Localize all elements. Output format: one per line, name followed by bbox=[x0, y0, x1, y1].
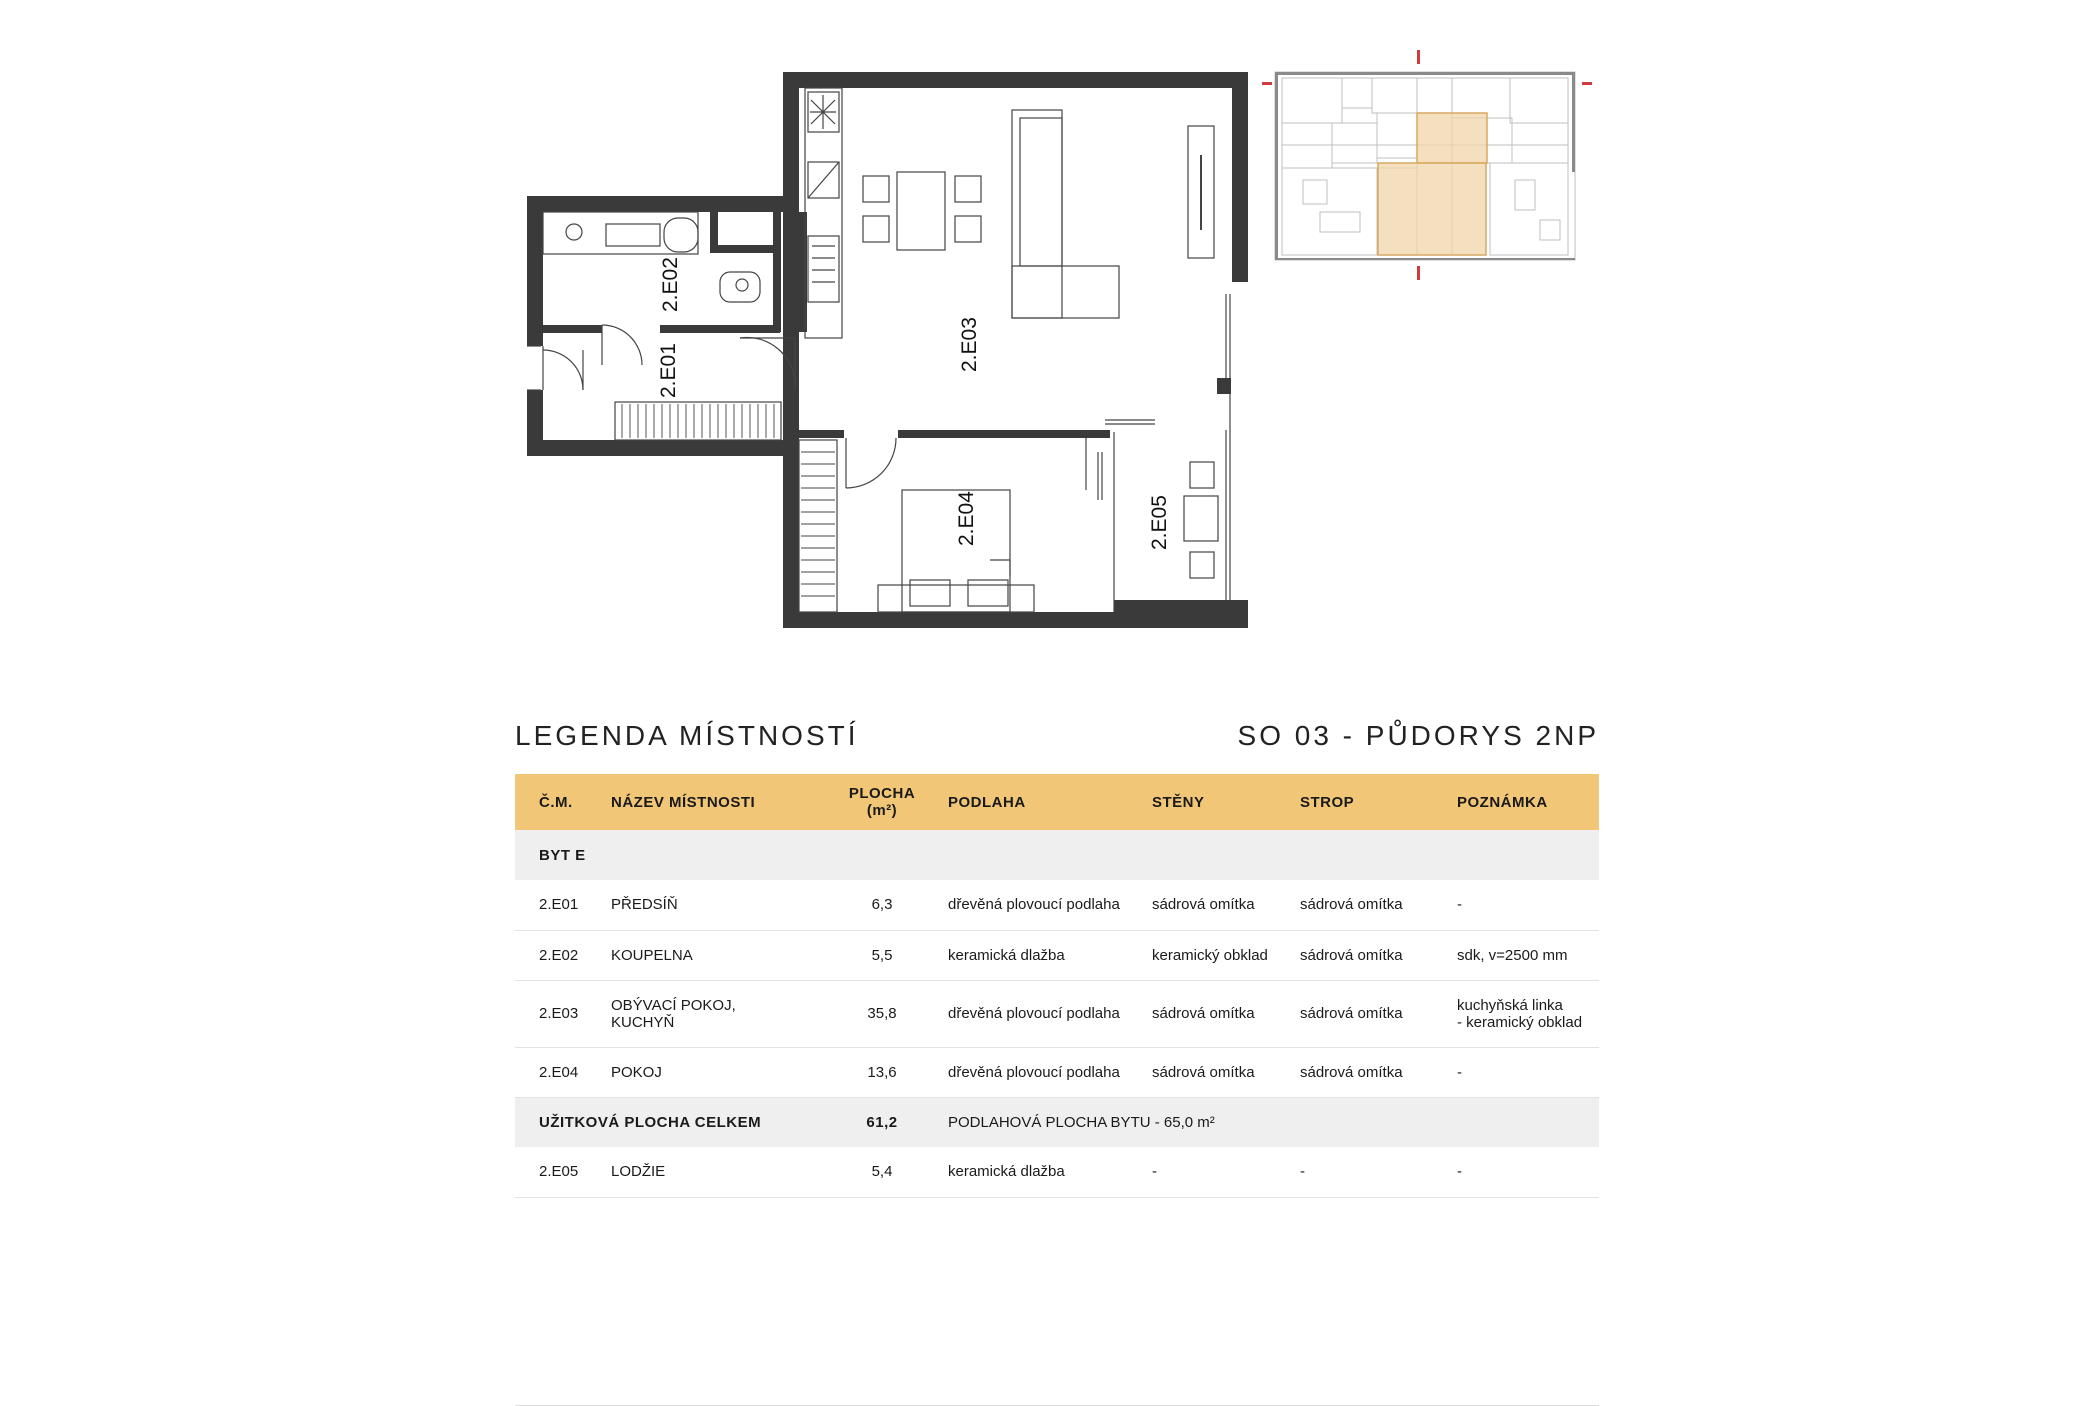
cell-area: 13,6 bbox=[867, 1063, 897, 1081]
room-label-2e02: 2.E02 bbox=[659, 257, 682, 312]
group-row bbox=[515, 830, 1599, 880]
header-name: NÁZEV MÍSTNOSTI bbox=[611, 793, 756, 811]
table-header bbox=[515, 774, 1599, 830]
cell-note: sdk, v=2500 mm bbox=[1457, 946, 1568, 964]
cell-floor: dřevěná plovoucí podlaha bbox=[948, 896, 1120, 914]
cell-ceiling: - bbox=[1300, 1163, 1305, 1181]
plan-fixtures bbox=[527, 88, 1230, 612]
room-label-2e01: 2.E01 bbox=[657, 343, 680, 398]
cell-name: LODŽIE bbox=[611, 1163, 666, 1181]
section-title: SO 03 - PŮDORYS 2NP bbox=[1237, 720, 1599, 751]
cell-ceiling: sádrová omítka bbox=[1300, 1005, 1403, 1022]
cell-num: 2.E01 bbox=[539, 896, 579, 914]
key-plan-highlight bbox=[1378, 113, 1487, 255]
cell-floor: keramická dlažba bbox=[948, 946, 1065, 964]
rooms-table bbox=[515, 774, 1599, 1198]
cell-area: 6,3 bbox=[871, 896, 893, 914]
table-row bbox=[515, 1147, 1599, 1197]
table-row bbox=[515, 880, 1599, 930]
room-label-2e04: 2.E04 bbox=[955, 491, 978, 546]
cell-num: 2.E04 bbox=[539, 1063, 579, 1081]
cell-walls: sádrová omítka bbox=[1152, 1063, 1255, 1081]
cell-note: - bbox=[1457, 1063, 1462, 1081]
total-row bbox=[515, 1097, 1599, 1147]
room-label-2e05: 2.E05 bbox=[1148, 495, 1171, 550]
total-area: 61,2 bbox=[866, 1113, 898, 1131]
cell-walls: sádrová omítka bbox=[1152, 896, 1255, 914]
cell-num: 2.E05 bbox=[539, 1163, 579, 1181]
cell-floor: dřevěná plovoucí podlaha bbox=[948, 1005, 1120, 1022]
header-ceiling: STROP bbox=[1300, 793, 1355, 811]
cell-note bbox=[1457, 980, 1599, 1047]
plan-walls bbox=[527, 72, 1248, 628]
cell-area: 5,4 bbox=[871, 1163, 893, 1181]
total-label: UŽITKOVÁ PLOCHA CELKEM bbox=[539, 1113, 762, 1131]
cell-name: POKOJ bbox=[611, 1063, 662, 1081]
cell-note: - bbox=[1457, 896, 1462, 914]
cell-floor: dřevěná plovoucí podlaha bbox=[948, 1063, 1120, 1081]
legend-title: LEGENDA MÍSTNOSTÍ bbox=[515, 720, 859, 751]
cell-walls: keramický obklad bbox=[1152, 946, 1268, 964]
cell-name: OBÝVACÍ POKOJ, KUCHYŇ bbox=[611, 996, 736, 1031]
header-num: Č.M. bbox=[539, 793, 573, 811]
cell-area: 5,5 bbox=[871, 946, 893, 964]
cell-ceiling: sádrová omítka bbox=[1300, 946, 1403, 964]
room-labels bbox=[657, 257, 1171, 550]
header-area-line2: (m²) bbox=[866, 802, 898, 819]
cell-note-line2: - keramický obklad bbox=[1457, 1013, 1583, 1031]
header-area bbox=[826, 774, 938, 830]
cell-note: - bbox=[1457, 1163, 1462, 1181]
cell-num: 2.E02 bbox=[539, 946, 579, 964]
table-row bbox=[515, 980, 1599, 1047]
room-label-2e03: 2.E03 bbox=[958, 317, 981, 372]
table-row bbox=[515, 1047, 1599, 1097]
cell-walls: sádrová omítka bbox=[1152, 1005, 1255, 1022]
header-area-line1: PLOCHA bbox=[848, 785, 916, 802]
group-label: BYT E bbox=[539, 846, 586, 864]
table-row bbox=[515, 930, 1599, 980]
cell-walls: - bbox=[1152, 1163, 1157, 1181]
cell-num: 2.E03 bbox=[539, 1005, 579, 1022]
header-walls: STĚNY bbox=[1152, 793, 1205, 811]
cell-ceiling: sádrová omítka bbox=[1300, 896, 1403, 914]
cell-floor: keramická dlažba bbox=[948, 1163, 1065, 1181]
cell-name: PŘEDSÍŇ bbox=[611, 896, 678, 914]
total-note: PODLAHOVÁ PLOCHA BYTU - 65,0 m² bbox=[948, 1113, 1215, 1131]
cell-name: KOUPELNA bbox=[611, 946, 693, 964]
cell-ceiling: sádrová omítka bbox=[1300, 1063, 1403, 1081]
cell-area: 35,8 bbox=[867, 1005, 897, 1022]
header-floor: PODLAHA bbox=[948, 793, 1026, 811]
header-note: POZNÁMKA bbox=[1457, 793, 1548, 811]
cell-note-line1: kuchyňská linka bbox=[1457, 996, 1563, 1014]
